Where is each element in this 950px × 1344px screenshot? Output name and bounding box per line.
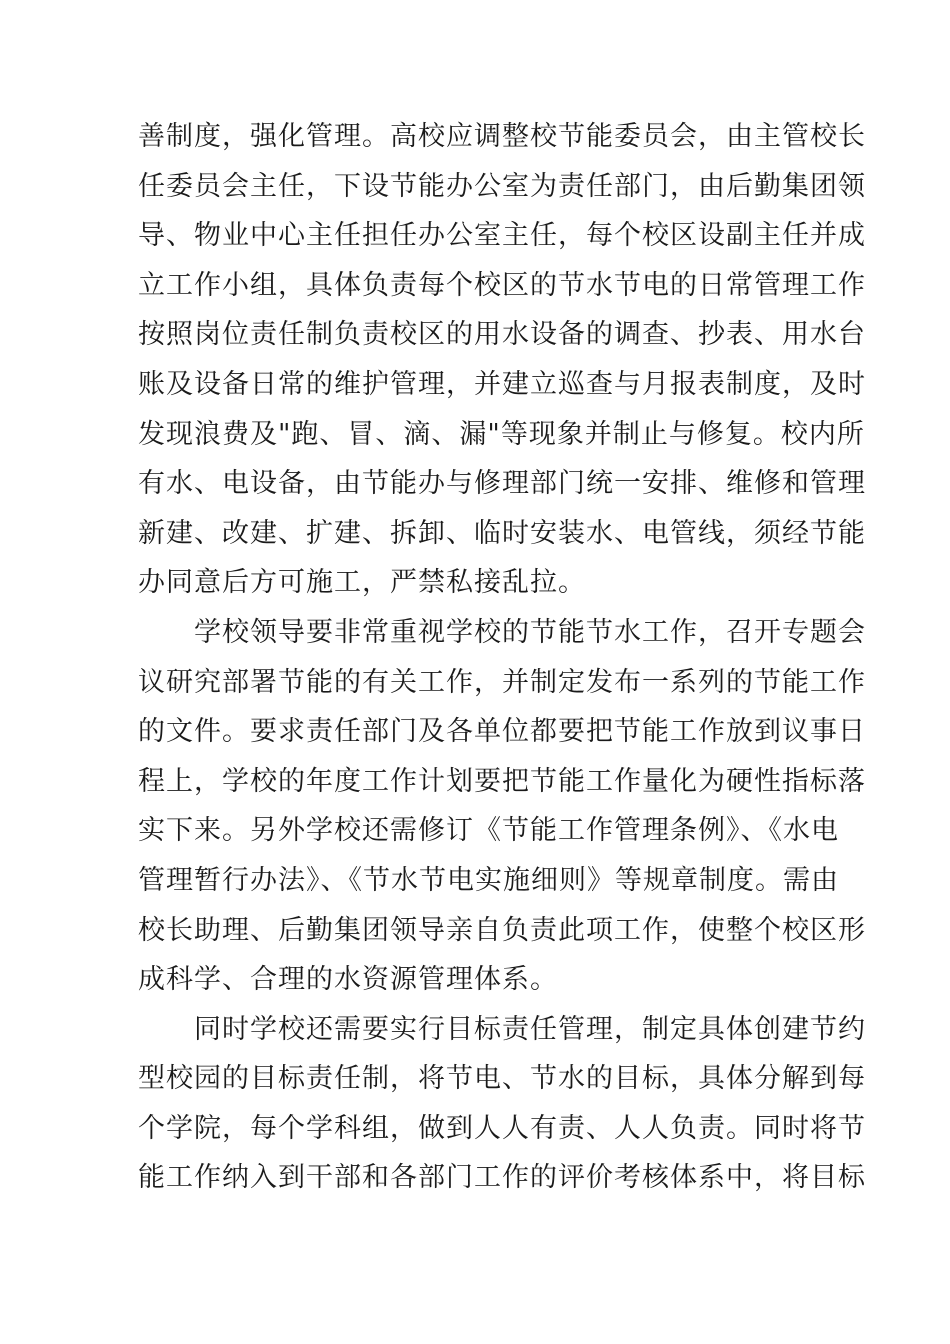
text-line: 有水、电设备，由节能办与修理部门统一安排、维修和管理 [138,468,866,500]
paragraph-2 [138,608,866,1005]
paragraph-1 [138,112,866,608]
text-line: 按照岗位责任制负责校区的用水设备的调查、抄表、用水台 [138,319,866,351]
text-line: 办同意后方可施工，严禁私接乱拉。 [138,567,586,599]
text-line: 任委员会主任，下设节能办公室为责任部门，由后勤集团领 [138,170,866,202]
text-line: 管理暂行办法》、《节水节电实施细则》等规章制度。需由 [138,864,839,896]
text-line: 立工作小组，具体负责每个校区的节水节电的日常管理工作 [138,269,866,301]
text-line: 议研究部署节能的有关工作，并制定发布一系列的节能工作 [138,666,866,698]
text-line: 校长助理、后勤集团领导亲自负责此项工作，使整个校区形 [138,914,866,946]
document-body [138,112,866,1203]
text-line: 善制度，强化管理。高校应调整校节能委员会，由主管校长 [138,121,866,152]
text-line: 账及设备日常的维护管理，并建立巡查与月报表制度，及时 [138,368,866,400]
text-line: 成科学、合理的水资源管理体系。 [138,964,558,996]
text-line: 程上，学校的年度工作计划要把节能工作量化为硬性指标落 [138,765,866,797]
text-line: 的文件。要求责任部门及各单位都要把节能工作放到议事日 [138,716,866,748]
text-line: 新建、改建、扩建、拆卸、临时安装水、电管线，须经节能 [138,517,866,549]
text-line: 同时学校还需要实行目标责任管理，制定具体创建节约 [138,1013,866,1045]
text-line: 学校领导要非常重视学校的节能节水工作，召开专题会 [138,616,866,648]
paragraph-3 [138,1005,866,1203]
text-line: 实下来。另外学校还需修订《节能工作管理条例》、《水电 [138,815,839,847]
text-line: 导、物业中心主任担任办公室主任，每个校区设副主任并成 [138,220,866,252]
text-line: 个学院，每个学科组，做到人人有责、人人负责。同时将节 [138,1112,866,1144]
text-line: 型校园的目标责任制，将节电、节水的目标，具体分解到每 [138,1063,866,1095]
text-line: 能工作纳入到干部和各部门工作的评价考核体系中，将目标 [138,1162,866,1194]
text-line: 发现浪费及"跑、冒、滴、漏"等现象并制止与修复。校内所 [138,418,865,450]
